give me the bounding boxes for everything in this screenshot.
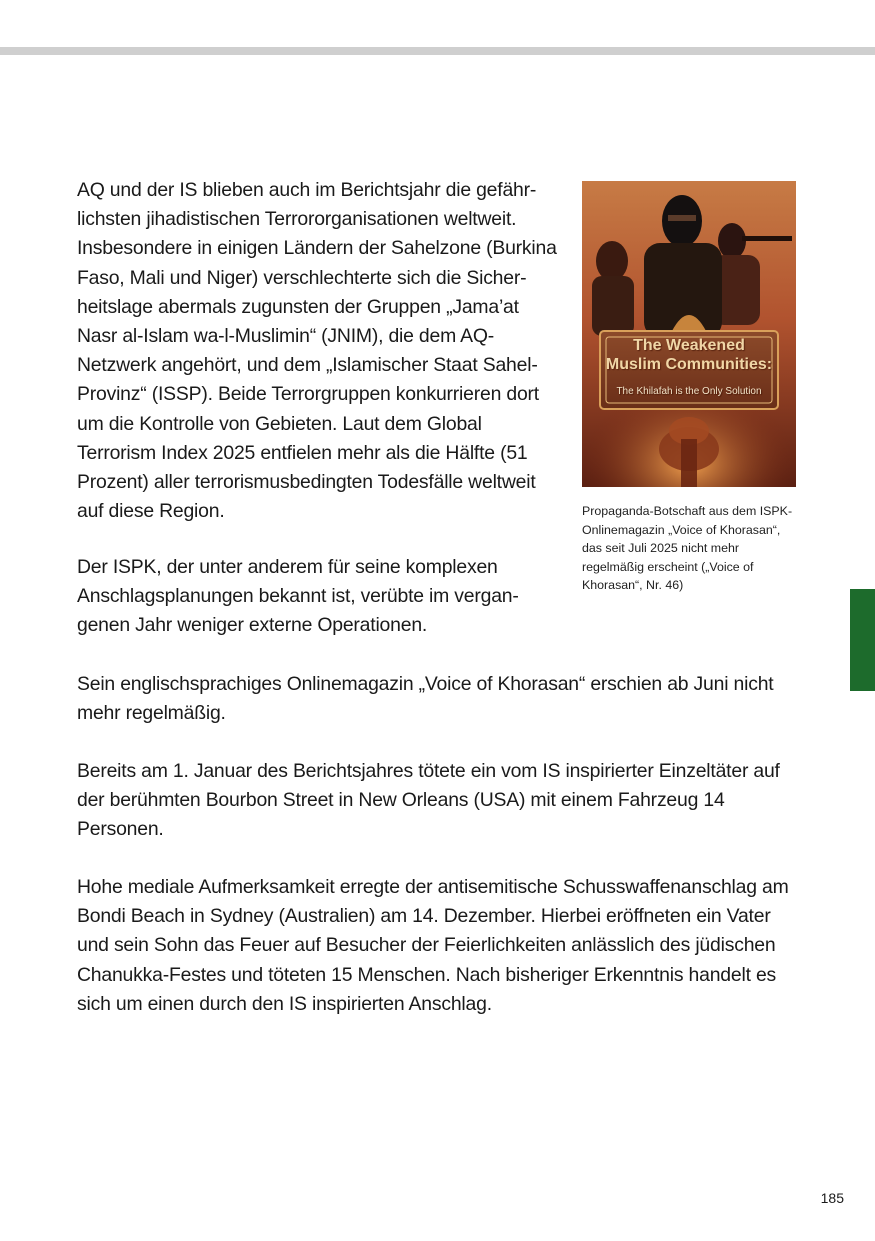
propaganda-magazine-image xyxy=(582,181,796,487)
cover-title-line-1: The Weakened xyxy=(633,337,745,354)
body-paragraph-5: Hohe mediale Aufmerksamkeit erregte der antisemitische Schusswaffenanschlag am Bondi Beach in Sydney (Australien) am 14. Dezember. Hierbei eröffneten ein Vater und sein Sohn das Feuer auf Besucher der Feierlichkeiten anlässlich des jüdischen Chanukka-Festes und töteten 15 Menschen. Nach bisheriger Erkenntnis handelt es sich um einen durch den IS inspirierten Anschlag. xyxy=(77,876,789,1015)
figure-caption: Propaganda-Botschaft aus dem ISPK-Onlinemagazin „Voice of Khorasan“, das seit Juli 2025 nicht mehr regelmäßig erscheint („Voice of Khorasan“, Nr. 46) xyxy=(582,504,793,593)
cover-title xyxy=(582,336,796,374)
magazine-cover-illustration xyxy=(582,181,796,487)
cover-title-line-2: Muslim Communities: xyxy=(605,356,773,373)
body-paragraph-4: Bereits am 1. Januar des Berichtsjahres tötete ein vom IS inspirierter Einzeltäter auf der berühmten Bourbon Street in New Orleans (USA) mit einem Fahrzeug 14 Personen. xyxy=(77,760,780,841)
body-paragraph-1: AQ und der IS blieben auch im Berichtsjahr die gefährlichsten jihadistischen Terrororganisationen weltweit. Insbesondere in einigen Ländern der Sahelzone (Burkina Faso, Mali und Niger) verschlechterte sich die Sicherheitslage abermals zugunsten der Gruppen „Jama’at Nasr al-Islam wa-l-Muslimin“ (JNIM), die dem AQ-Netzwerk angehört, und dem „Islamischer Staat Sahel-Provinz“ (ISSP). Beide Terrorgruppen konkurrieren dort um die Kontrolle von Gebieten. Laut dem Global Terrorism Index 2025 entfielen mehr als die Hälfte (51 Prozent) aller terrorismusbedingten Todesfälle weltweit auf diese Region. xyxy=(77,179,557,523)
body-paragraph-3: Sein englischsprachiges Onlinemagazin „Voice of Khorasan“ erschien ab Juni nicht mehr regelmäßig. xyxy=(77,673,774,725)
page-number: 185 xyxy=(820,1190,844,1206)
body-paragraph-2: Der ISPK, der unter anderem für seine komplexen Anschlagsplanungen bekannt ist, verübte im vergangenen Jahr weniger externe Operationen. xyxy=(77,556,519,637)
cover-subtitle: The Khilafah is the Only Solution xyxy=(616,386,762,397)
chapter-tab xyxy=(850,589,875,691)
header-rule xyxy=(0,47,875,55)
